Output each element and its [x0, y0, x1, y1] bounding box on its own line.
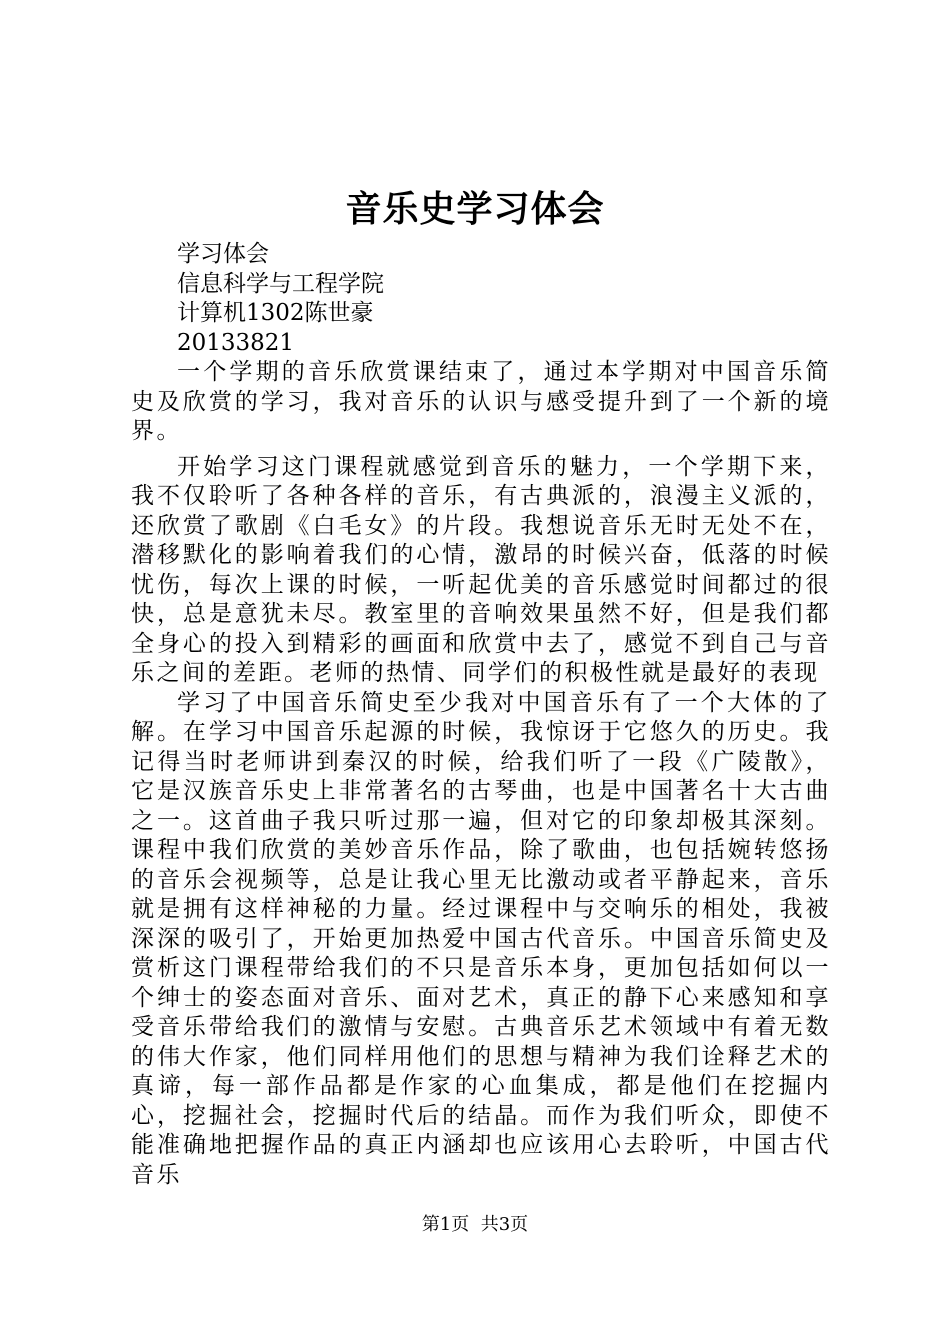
page-footer: 第1页 共3页 [421, 1214, 529, 1235]
meta-school: 信息科学与工程学院 [177, 270, 384, 297]
document-title: 音乐史学习体会 [345, 188, 605, 230]
paragraph-1: 一个学期的音乐欣赏课结束了，通过本学期对中国音乐简史及欣赏的学习，我对音乐的认识与感受提升到了一个新的境界。 [131, 359, 831, 444]
paragraph-2: 开始学习这门课程就感觉到音乐的魅力，一个学期下来，我不仅聆听了各种各样的音乐，有古典派的，浪漫主义派的，还欣赏了歌剧《白毛女》的片段。我想说音乐无时无处不在，潜移默化的影响着我们的心情，激昂的时候兴奋，低落的时候忧伤，每次上课的时候，一听起优美的音乐感觉时间都过的很快，总是意犹未尽。教室里的音响效果虽然不好，但是我们都全身心的投入到精彩的画面和欣赏中去了，感觉不到自己与音乐之间的差距。老师的热情、同学们的积极性就是最好的表现 [131, 453, 831, 686]
meta-heading: 学习体会 [177, 241, 269, 267]
meta-class-author: 计算机1302陈世豪 [177, 300, 374, 326]
meta-student-id: 20133821 [177, 329, 295, 356]
document-body [131, 240, 831, 1190]
paragraph-3: 学习了中国音乐简史至少我对中国音乐有了一个大体的了解。在学习中国音乐起源的时候，我惊讶于它悠久的历史。我记得当时老师讲到秦汉的时候，给我们听了一段《广陵散》，它是汉族音乐史上非常著名的古琴曲，也是中国著名十大古曲之一。这首曲子我只听过那一遍，但对它的印象却极其深刻。课程中我们欣赏的美妙音乐作品，除了歌曲，也包括婉转悠扬的音乐会视频等，总是让我心里无比激动或者平静起来，音乐就是拥有这样神秘的力量。经过课程中与交响乐的相处，我被深深的吸引了，开始更加热爱中国古代音乐。中国音乐简史及赏析这门课程带给我们的不只是音乐本身，更加包括如何以一个绅士的姿态面对音乐、面对艺术，真正的静下心来感知和享受音乐带给我们的激情与安慰。古典音乐艺术领域中有着无数的伟大作家，他们同样用他们的思想与精神为我们诠释艺术的真谛，每一部作品都是作家的心血集成，都是他们在挖掘内心，挖掘社会，挖掘时代后的结晶。而作为我们听众，即使不能准确地把握作品的真正内涵却也应该用心去聆听，中国古代音乐 [131, 689, 831, 1188]
